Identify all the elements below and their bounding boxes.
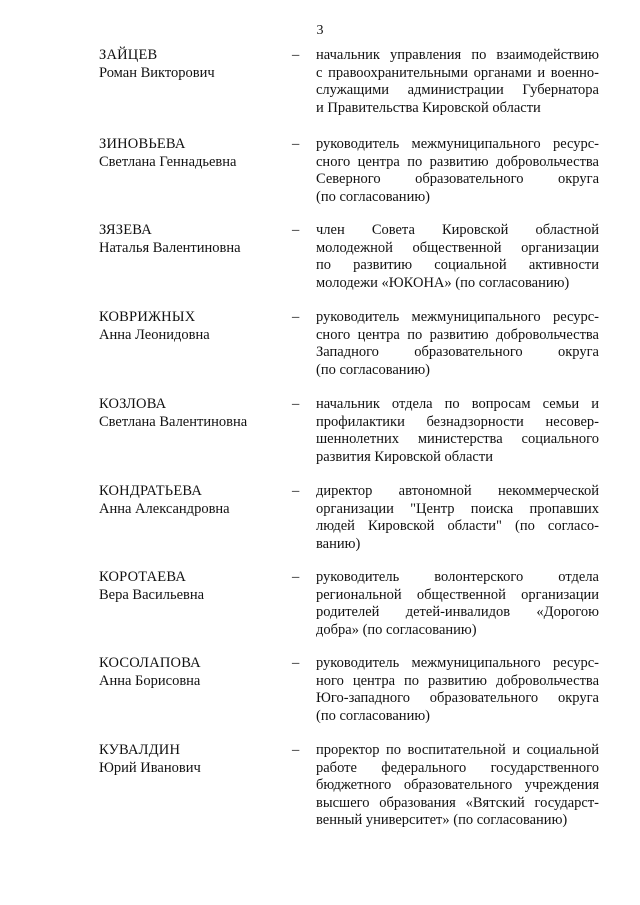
position-line: высшего образования «Вятский государст- <box>316 794 599 811</box>
separator-dash: – <box>292 569 300 585</box>
member-name <box>99 136 299 171</box>
position-line: руководитель волонтерского отдела <box>316 569 599 585</box>
member-surname: КУВАЛДИН <box>99 742 181 758</box>
member-position <box>316 396 599 466</box>
page-number: 3 <box>316 23 324 38</box>
member-name <box>99 569 299 604</box>
position-line: Северного образовательного округа <box>316 171 599 187</box>
separator-dash: – <box>292 396 300 412</box>
separator-dash: – <box>292 655 300 671</box>
member-given-name: Юрий Иванович <box>99 759 201 776</box>
position-line: начальник управления по взаимодействию <box>316 47 599 63</box>
member-given-name: Анна Александровна <box>99 500 230 517</box>
position-line: развития Кировской области <box>316 448 493 465</box>
position-line: молодежи «ЮКОНА» (по согласованию) <box>316 274 570 291</box>
member-given-name: Анна Борисовна <box>99 672 201 689</box>
position-line: родителей детей-инвалидов «Дорогою <box>316 604 599 620</box>
separator-dash: – <box>292 47 300 63</box>
member-name <box>99 222 299 257</box>
position-line: организации "Центр поиска пропавших <box>316 500 599 517</box>
member-position <box>316 136 599 206</box>
separator-dash: – <box>292 136 300 152</box>
member-surname: КОРОТАЕВА <box>99 569 186 585</box>
position-line: (по согласованию) <box>316 707 430 724</box>
position-line: профилактики безнадзорности несовер- <box>316 413 599 430</box>
separator-dash: – <box>292 742 300 758</box>
position-line: добра» (по согласованию) <box>316 621 477 638</box>
member-name <box>99 309 299 344</box>
member-name <box>99 655 299 690</box>
position-line: ного центра по развитию добровольчества <box>316 672 599 689</box>
member-surname: КОНДРАТЬЕВА <box>99 483 203 499</box>
member-given-name: Роман Викторович <box>99 64 215 81</box>
position-line: Западного образовательного округа <box>316 344 599 360</box>
position-line: шеннолетних министерства социального <box>316 431 599 447</box>
member-name <box>99 742 299 777</box>
position-line: людей Кировской области" (по согласо- <box>316 518 599 534</box>
separator-dash: – <box>292 222 300 238</box>
member-given-name: Светлана Валентиновна <box>99 413 248 430</box>
member-name <box>99 47 299 82</box>
member-surname: КОВРИЖНЫХ <box>99 309 196 325</box>
member-given-name: Вера Васильевна <box>99 586 205 603</box>
member-surname: КОСОЛАПОВА <box>99 655 201 671</box>
position-line: (по согласованию) <box>316 361 430 378</box>
member-surname: ЗИНОВЬЕВА <box>99 136 186 152</box>
position-line: руководитель межмуниципального ресурс- <box>316 309 599 325</box>
member-position <box>316 47 599 117</box>
position-line: бюджетного образовательного учреждения <box>316 777 599 793</box>
member-position <box>316 655 599 725</box>
member-given-name: Наталья Валентиновна <box>99 239 241 256</box>
position-line: и Правительства Кировской области <box>316 99 541 116</box>
position-line: региональной общественной организации <box>316 586 599 603</box>
member-position <box>316 222 599 292</box>
position-line: служащими администрации Губернатора <box>316 82 599 98</box>
member-given-name: Анна Леонидовна <box>99 326 210 343</box>
separator-dash: – <box>292 483 300 499</box>
position-line: руководитель межмуниципального ресурс- <box>316 136 599 152</box>
position-line: член Совета Кировской областной <box>316 222 599 238</box>
member-position <box>316 569 599 639</box>
member-surname: ЗАЙЦЕВ <box>99 47 158 63</box>
position-line: начальник отдела по вопросам семьи и <box>316 396 599 412</box>
position-line: венный университет» (по согласованию) <box>316 812 568 828</box>
position-line: работе федерального государственного <box>316 759 599 776</box>
position-line: сного центра по развитию добровольчества <box>316 326 599 343</box>
position-line: (по согласованию) <box>316 188 430 205</box>
member-position <box>316 483 599 553</box>
member-position <box>316 742 599 830</box>
position-line: сного центра по развитию добровольчества <box>316 153 599 170</box>
position-line: с правоохранительными органами и военно- <box>316 64 599 81</box>
position-line: Юго-западного образовательного округа <box>316 690 599 706</box>
position-line: руководитель межмуниципального ресурс- <box>316 655 599 671</box>
member-position <box>316 309 599 379</box>
member-name <box>99 396 299 431</box>
member-name <box>99 483 299 518</box>
member-surname: КОЗЛОВА <box>99 396 167 412</box>
member-given-name: Светлана Геннадьевна <box>99 153 237 170</box>
position-line: директор автономной некоммерческой <box>316 483 599 499</box>
position-line: ванию) <box>316 535 361 552</box>
position-line: проректор по воспитательной и социальной <box>316 742 599 758</box>
member-surname: ЗЯЗЕВА <box>99 222 152 238</box>
separator-dash: – <box>292 309 300 325</box>
position-line: молодежной общественной организации <box>316 239 599 256</box>
position-line: по развитию социальной активности <box>316 257 599 273</box>
